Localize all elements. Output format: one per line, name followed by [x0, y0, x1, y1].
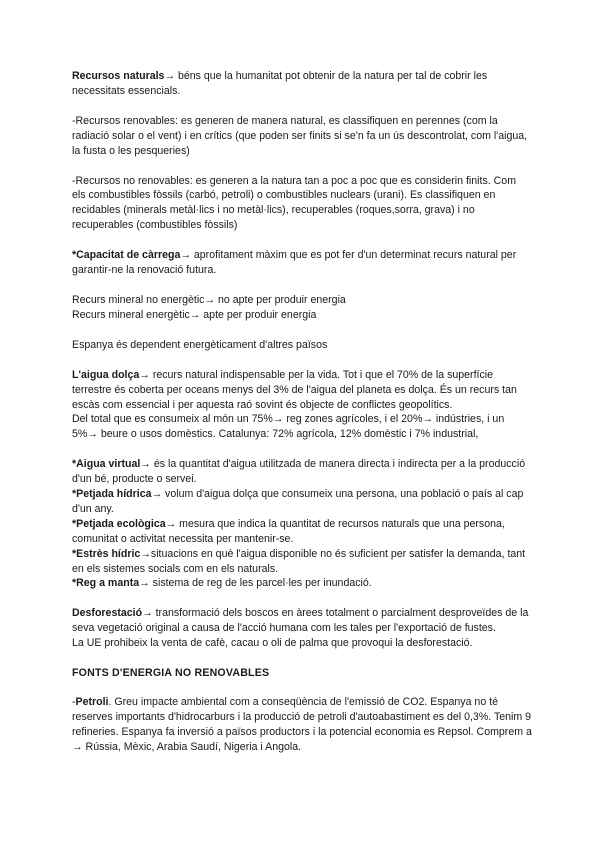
term-recursos-naturals: Recursos naturals: [72, 70, 165, 82]
term-petjada-ecologica: *Petjada ecològica: [72, 517, 166, 530]
term-desforestacio: Desforestació: [72, 607, 143, 620]
term-petjada-hidrica: *Petjada hídrica: [72, 488, 152, 501]
def-reg-a-manta: *Reg a manta→ sistema de reg de les parcel·les per inundació.: [72, 577, 372, 590]
def-petroli: . Greu impacte ambiental com a conseqüència de l'emissió de CO2. Espanya no té reserves importants d'hidrocarburs i la producció de petroli d'autoabastiment es del 0,3%. Tenim 9 refineries. Espanya fa inversió a països productors i la potencial economia es Repsol. Comprem a → Rússia, Mèxic, Arabia Saudí, Nigeria i Angola.: [72, 696, 532, 753]
def-petjada-ecologica: *Petjada ecològica→ mesura que indica la quantitat de recursos naturals que una persona, comunitat o activitat necessita per mantenir-se.: [72, 517, 505, 545]
line-mineral-energetic: Recurs mineral energètic→ apte per produir energia: [72, 308, 317, 321]
line-ue-prohibeix: La UE prohibeix la venta de cafè, cacau o oli de palma que provoqui la desforestació.: [72, 637, 473, 650]
def-aigua-virtual: *Aigua virtual→ és la quantitat d'aigua utilitzada de manera directa i indirecta per a la producció d'un bé, producte o servei.: [72, 458, 526, 486]
paragraph-desforestacio: [72, 606, 532, 636]
def-desforestacio: → transformació dels boscos en àrees totalment o parcialment desproveïdes de la seva vegetació original a causa de l'acció humana com les tales per l'exportació de fustes.: [72, 607, 529, 635]
def-aigua-dolca: → recurs natural indispensable per la vida. Tot i que el 70% de la superfície terrestre és coberta per oceans menys del 3% de l'aigua del planeta es dolça. És un recurs tan escàs com essencial i per aquesta raó sovint és objecte de conflictes geopolítics.: [72, 368, 517, 411]
line-espanya-dependent: Espanya és dependent energèticament d'altres països: [72, 338, 328, 351]
paragraph-recursos-renovables: -Recursos renovables: es generen de manera natural, es classifiquen en perennes (com la radiació solar o el vent) i en crítics (que poden ser finits si se'n fa un ús descontrolat, com l'aigua, la fusta o les pesqueries): [72, 114, 528, 157]
paragraph-recursos-naturals: [72, 69, 532, 99]
def-recursos-naturals: → béns que la humanitat pot obtenir de la natura per tal de cobrir les necessitats essencials.: [72, 70, 488, 97]
term-reg-a-manta: *Reg a manta: [72, 577, 140, 590]
term-aigua-virtual: *Aigua virtual: [72, 458, 141, 471]
def-estres-hidric: *Estrès hídric→situacions en què l'aigua disponible no és suficient per satisfer la demanda, tant en els sistemes socials com en els naturals.: [72, 547, 526, 575]
term-estres-hidric: *Estrès hídric: [72, 547, 141, 560]
term-petroli: Petroli: [75, 696, 109, 708]
def-petjada-hidrica: *Petjada hídrica→ volum d'aigua dolça que consumeix una persona, una població o país al cap d'un any.: [72, 488, 524, 515]
term-aigua-dolca: L'aigua dolça: [72, 368, 140, 381]
paragraph-capacitat-carrega: [72, 248, 532, 278]
def-capacitat-carrega: → aprofitament màxim que es pot fer d'un determinat recurs natural per garantir-ne la renovació futura.: [72, 249, 517, 277]
paragraph-consum-aigua: Del total que es consumeix al món un 75%→ reg zones agrícoles, i el 20%→ indústries, i un 5%→ beure o usos domèstics. Catalunya: 72% agrícola, 12% domèstic i 7% industrial,: [72, 413, 505, 441]
document-body: [72, 69, 532, 755]
paragraph-recursos-no-renovables: -Recursos no renovables: es generen a la natura tan a poc a poc que es considerin finits. Com els combustibles fòssils (carbó, petroli) o combustibles nuclears (urani). Es classifiquen en recidables (minerals metàl·lics i no metàl·lics), recuperables (roques,sorra, grava) i no recuperables (combustibles fòssils): [72, 174, 517, 232]
line-mineral-no-energetic: Recurs mineral no energètic→ no apte per produir energia: [72, 293, 346, 306]
paragraph-aigua-dolca: [72, 368, 532, 413]
term-capacitat-carrega: *Capacitat de càrrega: [72, 249, 181, 262]
paragraph-petroli: -Petroli. Greu impacte ambiental com a conseqüència de l'emissió de CO2. Espanya no té reserves importants d'hidrocarburs i la producció de petroli d'autoabastiment es del 0,3%. Tenim 9 refineries. Espanya fa inversió a països productors i la potencial economia es Repsol. Comprem a → Rússia, Mèxic, Arabia Saudí, Nigeria i Angola.: [72, 696, 532, 753]
heading-fonts-energia: FONTS D'ENERGIA NO RENOVABLES: [72, 667, 270, 680]
